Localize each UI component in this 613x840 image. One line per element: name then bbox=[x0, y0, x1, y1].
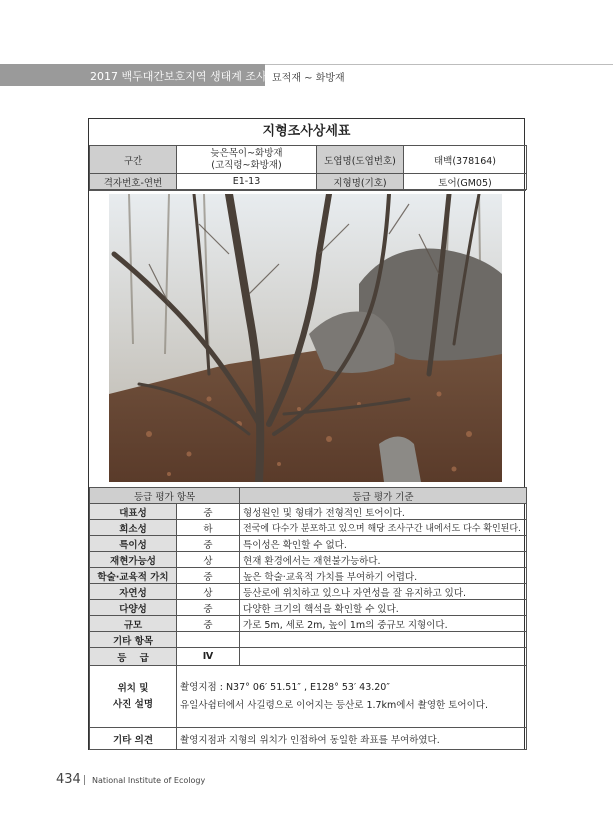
grading-grade: 상 bbox=[177, 584, 240, 600]
location-text bbox=[177, 666, 527, 728]
grading-item: 희소성 bbox=[90, 520, 177, 536]
grading-criteria bbox=[240, 632, 527, 648]
location-label-line2: 사진 설명 bbox=[112, 698, 153, 710]
running-header bbox=[0, 64, 613, 86]
grading-grade: Ⅳ bbox=[177, 648, 240, 666]
mapname-value: 태백(378164) bbox=[404, 146, 527, 174]
grading-item-header: 등급 평가 항목 bbox=[90, 488, 240, 504]
location-label bbox=[90, 666, 177, 728]
grading-item: 재현가능성 bbox=[90, 552, 177, 568]
landform-photo bbox=[109, 194, 502, 482]
grading-grade: 중 bbox=[177, 536, 240, 552]
grading-grade: 중 bbox=[177, 600, 240, 616]
report-title: 2017 백두대간보호지역 생태계 조사 bbox=[90, 70, 267, 83]
header-rule bbox=[265, 64, 613, 65]
other-text: 촬영지점과 지형의 위치가 인접하여 동일한 좌표를 부여하였다. bbox=[177, 728, 527, 750]
grading-item: 자연성 bbox=[90, 584, 177, 600]
sheet-title: 지형조사상세표 bbox=[262, 124, 351, 139]
grading-row bbox=[90, 520, 527, 536]
grading-criteria: 높은 학술·교육적 가치를 부여하기 어렵다. bbox=[240, 568, 527, 584]
grading-item: 등 급 bbox=[90, 648, 177, 666]
grading-criteria: 특이성은 확인할 수 없다. bbox=[240, 536, 527, 552]
grading-table bbox=[89, 487, 527, 666]
grading-criteria: 현재 환경에서는 재현불가능하다. bbox=[240, 552, 527, 568]
grading-row bbox=[90, 632, 527, 648]
section-value bbox=[177, 146, 317, 174]
photo-container bbox=[89, 190, 526, 487]
landform-label: 지형명(기호) bbox=[317, 174, 404, 190]
grading-row bbox=[90, 536, 527, 552]
grading-row bbox=[90, 616, 527, 632]
grading-item: 다양성 bbox=[90, 600, 177, 616]
mapname-label: 도엽명(도엽번호) bbox=[317, 146, 404, 174]
section-label: 구간 bbox=[90, 146, 177, 174]
location-line2: 유일사쉼터에서 사길령으로 이어지는 등산로 1.7km에서 촬영한 토어이다. bbox=[180, 699, 488, 711]
location-line1: 촬영지점 : N37° 06′ 51.51″ , E128° 53′ 43.20″ bbox=[180, 681, 390, 693]
section-value-line2: (고직령~화방재) bbox=[211, 159, 282, 171]
grading-criteria: 전국에 다수가 분포하고 있으며 해당 조사구간 내에서도 다수 확인된다. bbox=[240, 520, 527, 536]
grading-row bbox=[90, 552, 527, 568]
location-label-line1: 위치 및 bbox=[117, 682, 149, 694]
section-value-line1: 늦은목이~화방재 bbox=[210, 147, 283, 159]
grading-criteria: 가로 5m, 세로 2m, 높이 1m의 중규모 지형이다. bbox=[240, 616, 527, 632]
other-label: 기타 의견 bbox=[90, 728, 177, 750]
grading-row bbox=[90, 504, 527, 520]
page-number: 434 bbox=[56, 772, 81, 787]
grading-row bbox=[90, 584, 527, 600]
grading-row bbox=[90, 648, 527, 666]
info-table bbox=[89, 145, 527, 190]
grading-row bbox=[90, 600, 527, 616]
footer-org: National Institute of Ecology bbox=[92, 776, 206, 785]
grading-grade: 중 bbox=[177, 568, 240, 584]
section-title: 묘적재 ~ 화방재 bbox=[272, 73, 345, 84]
grading-criteria bbox=[240, 648, 527, 666]
grading-row bbox=[90, 568, 527, 584]
grading-item: 특이성 bbox=[90, 536, 177, 552]
grading-grade bbox=[177, 632, 240, 648]
grading-grade: 하 bbox=[177, 520, 240, 536]
grading-grade: 중 bbox=[177, 504, 240, 520]
grading-item: 규모 bbox=[90, 616, 177, 632]
grading-criteria: 형성원인 및 형태가 전형적인 토어이다. bbox=[240, 504, 527, 520]
grading-criteria: 다양한 크기의 핵석을 확인할 수 있다. bbox=[240, 600, 527, 616]
grading-item: 대표성 bbox=[90, 504, 177, 520]
landform-value: 토어(GM05) bbox=[404, 174, 527, 190]
grading-criteria-header: 등급 평가 기준 bbox=[240, 488, 527, 504]
grading-item: 기타 항목 bbox=[90, 632, 177, 648]
survey-sheet bbox=[88, 118, 525, 750]
grading-grade: 상 bbox=[177, 552, 240, 568]
grading-grade: 중 bbox=[177, 616, 240, 632]
grading-item: 학술·교육적 가치 bbox=[90, 568, 177, 584]
grid-label: 격자번호-연번 bbox=[90, 174, 177, 190]
grading-criteria: 등산로에 위치하고 있으나 자연성을 잘 유지하고 있다. bbox=[240, 584, 527, 600]
notes-table bbox=[89, 665, 527, 750]
grid-value: E1-13 bbox=[177, 174, 317, 190]
footer-divider bbox=[84, 775, 85, 785]
